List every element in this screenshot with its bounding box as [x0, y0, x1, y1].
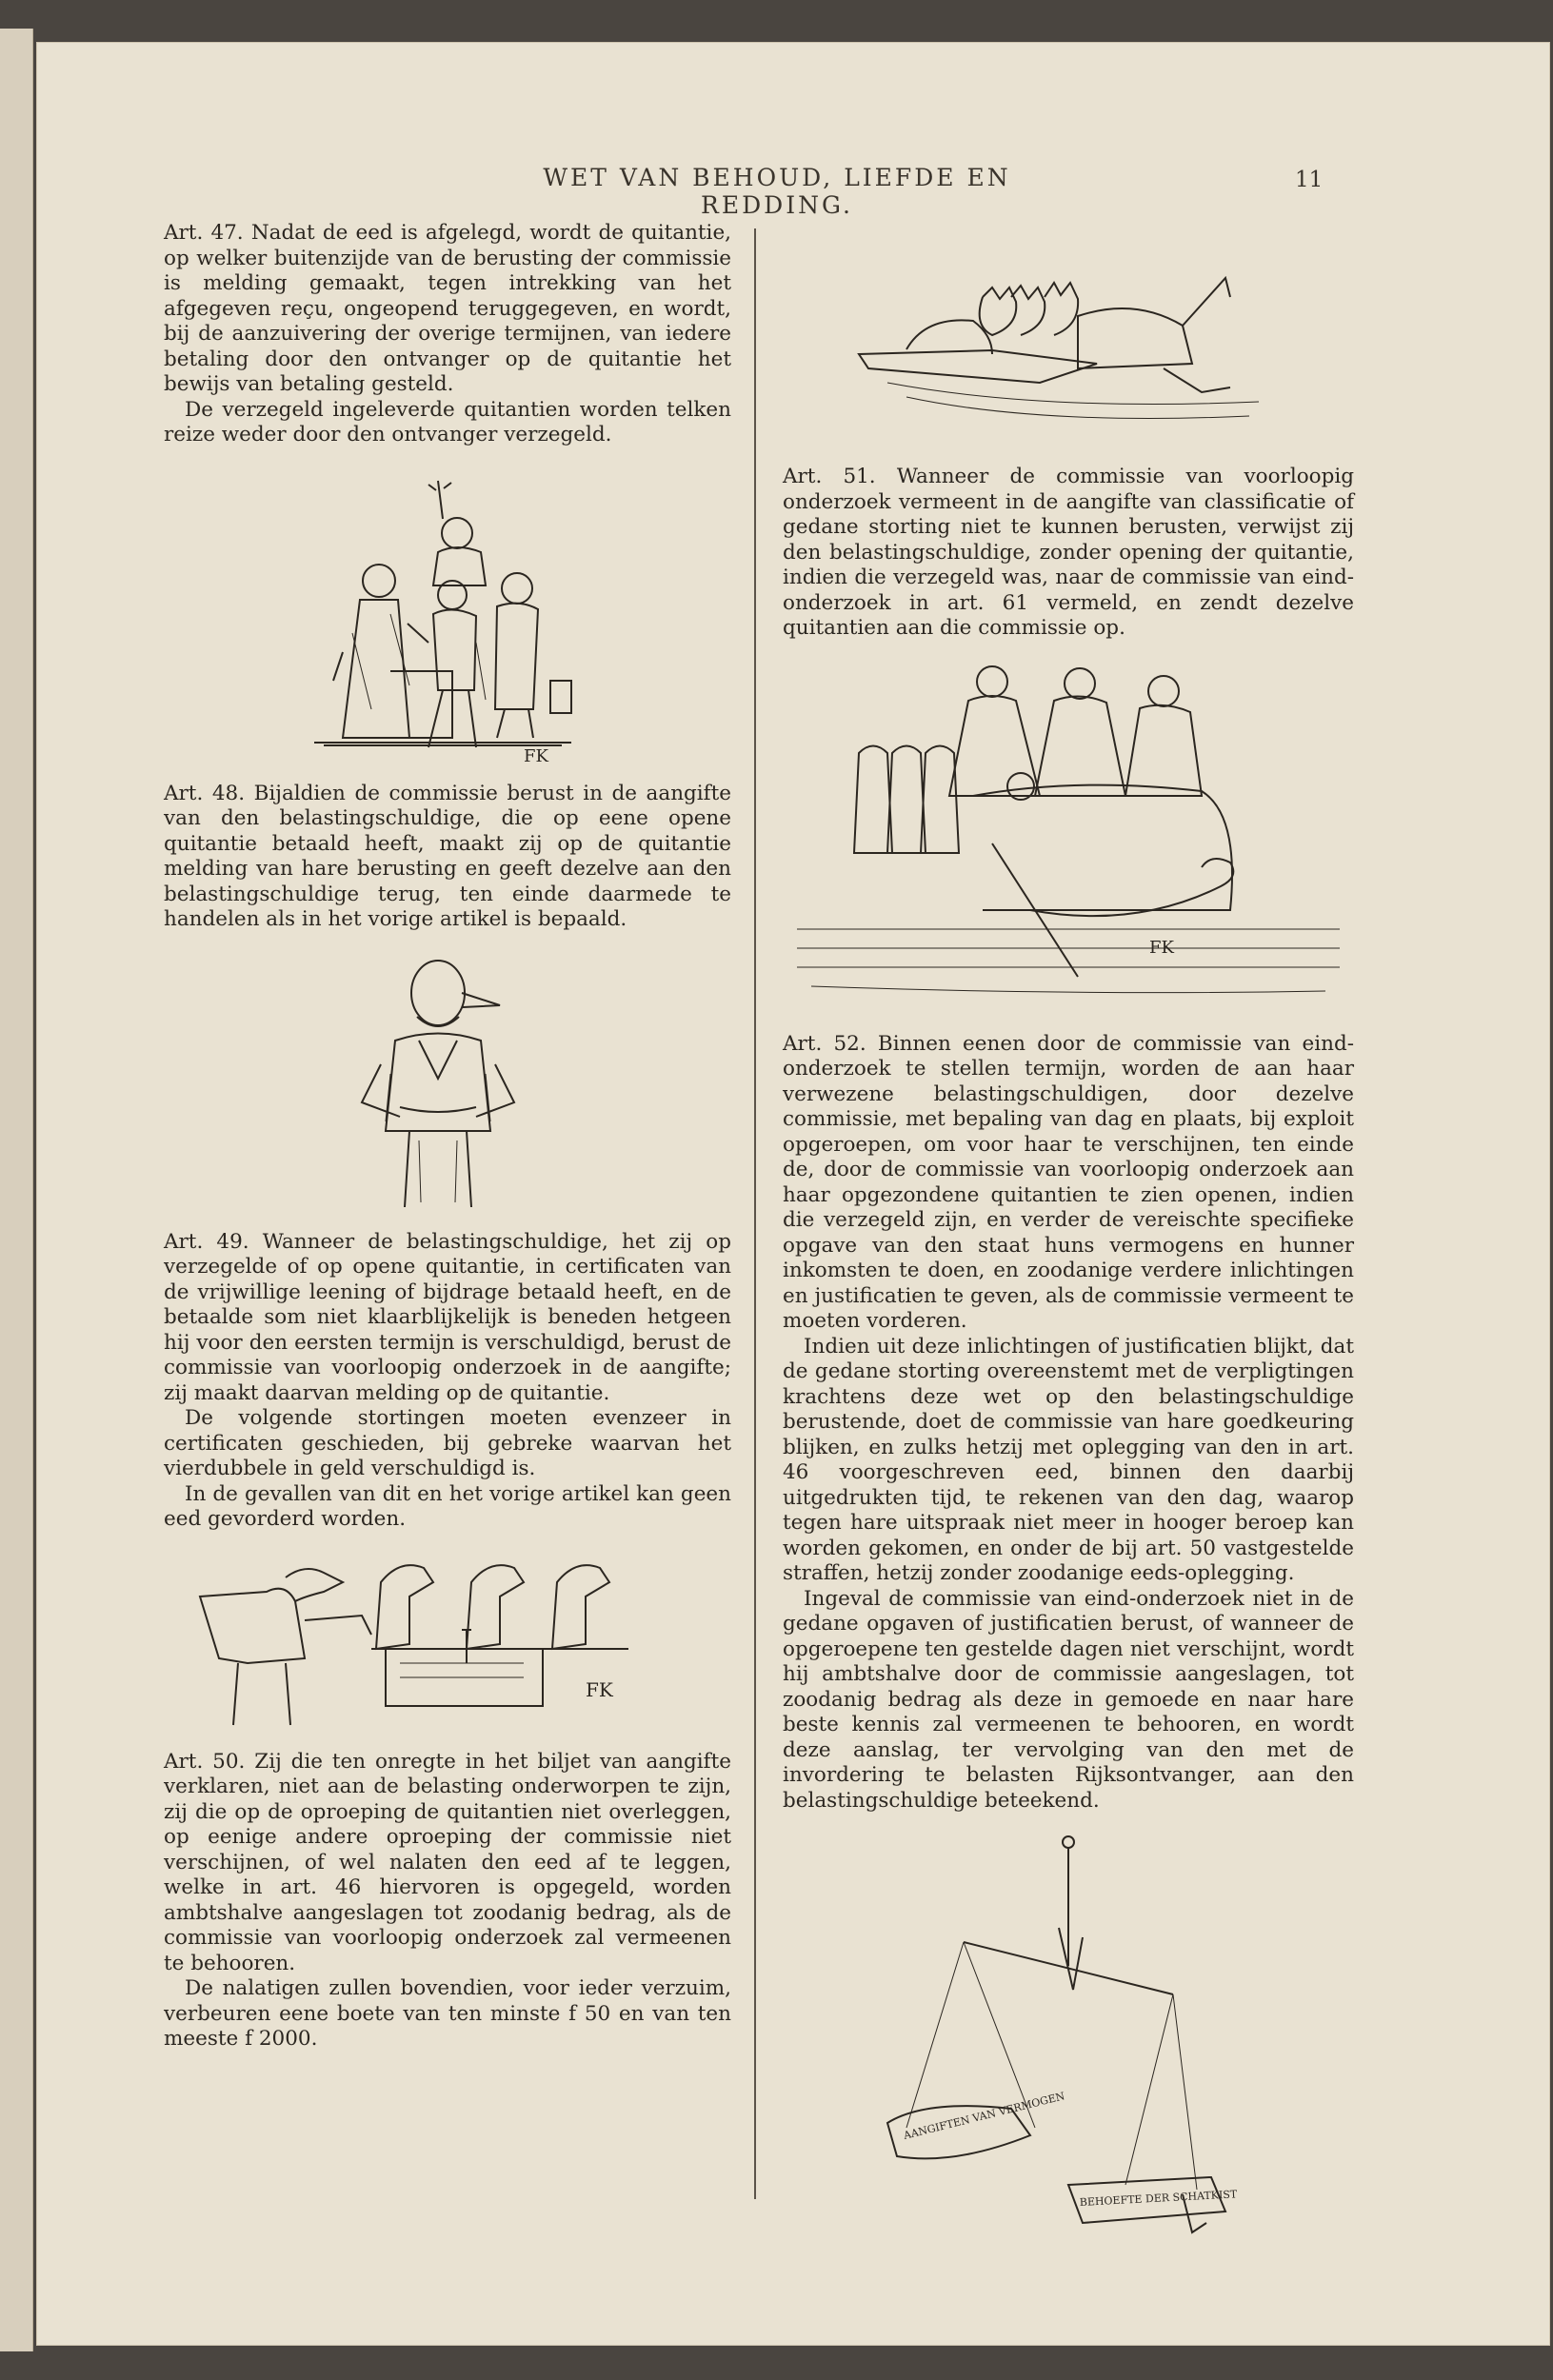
article-52-paragraph-1: Binnen eenen door de commissie van eind-onderzoek te stellen termijn, worden de aan haar verwezene belastingschuldigen, door dezelve commissie, met bepaling van dag en plaats, bij exploit opgeroepen, om voor haar te verschijnen, ten einde de, door de commissie van voorloopig onderzoek aan haar opgezondene quitantien te zien openen, indien die verzegeld zijn, en verder de vereischte specifieke opgave van den staat huns vermogens en hunner inkomsten te doen, en zoodanige verdere inlichtingen en justificatien te geven, als de commissie vermeent te moeten vorderen. — [783, 1031, 1354, 1333]
page-header — [36, 164, 1550, 219]
illustration-bird-headed-man — [295, 950, 600, 1215]
article-48-number: Art. 48. — [164, 781, 246, 805]
article-52 — [783, 1032, 1354, 1815]
previous-page-edge — [0, 29, 33, 2351]
article-47-paragraph-2: De verzegeld ingeleverde quitantien worden telken reize weder door den ontvanger verzegeld. — [164, 397, 731, 446]
scale-label-right: BEHOEFTE DER SCHATKIST — [1079, 2188, 1238, 2209]
article-49-paragraph-2: De volgende stortingen moeten evenzeer in certificaten geschieden, bij gebreke waarvan het vierdubbele in geld verschuldigd is. — [164, 1406, 731, 1480]
article-49-paragraph-1: Wanneer de belastingschuldige, het zij op verzegelde of op opene quitantie, in certificaten van de vrijwillige leening of bijdrage betaald heeft, en de betaalde som niet klaarblijkelijk is beneden hetgeen hij voor den eersten termijn is verschuldigd, berust de commissie van voorloopig onderzoek in de aangifte; zij maakt daarvan melding op de quitantie. — [164, 1229, 731, 1405]
engraving-balance-scale — [868, 1833, 1268, 2251]
article-48 — [164, 782, 731, 933]
article-51 — [783, 465, 1354, 642]
article-49-number: Art. 49. — [164, 1229, 249, 1254]
page-number: 11 — [1295, 168, 1324, 192]
article-50-number: Art. 50. — [164, 1749, 246, 1774]
illustration-scale — [868, 1833, 1268, 2251]
boat-signature: FK — [1149, 937, 1174, 958]
illustration-sheep-and-foxes — [181, 1544, 714, 1735]
illustration-cats — [849, 259, 1287, 449]
illustration-boat-of-judges — [792, 663, 1344, 1017]
article-49 — [164, 1230, 731, 1533]
running-title: WET VAN BEHOUD, LIEFDE EN REDDING. — [543, 164, 1011, 219]
article-49-paragraph-3: In de gevallen van dit en het vorige artikel kan geen eed gevorderd worden. — [164, 1481, 731, 1531]
article-50-paragraph-1: Zij die ten onregte in het biljet van aangifte verklaren, niet aan de belasting onderworpen te zijn, zij die op de oproeping de quitantien niet overleggen, op eenige andere oproeping der commissie niet verschijnen, of wel nalaten den eed af te leggen, welke in art. 46 hiervoren is opgegeld, worden ambtshalve aangeslagen tot zoodanig bedrag, als de commissie van voorloopig onderzoek zal vermeenen te behooren. — [164, 1749, 731, 1975]
engraving-tailor-scene — [248, 462, 647, 766]
article-50 — [164, 1750, 731, 2053]
engraving-sheep-and-foxes — [181, 1544, 714, 1735]
engraving-judges-boat — [792, 663, 1344, 1017]
right-column — [783, 259, 1354, 2251]
article-47 — [164, 221, 731, 448]
tailor-signature: FK — [524, 745, 548, 766]
article-47-number: Art. 47. — [164, 221, 244, 245]
left-column — [164, 221, 731, 2053]
engraving-bird-headed-man — [295, 950, 600, 1215]
article-52-number: Art. 52. — [783, 1031, 866, 1056]
article-52-paragraph-2: Indien uit deze inlichtingen of justificatien blijkt, dat de gedane storting overeenstemt met de verpligtingen krachtens deze wet op den belastingschuldige berustende, doet de commissie van hare goedkeuring blijken, en zulks hetzij met oplegging van den in art. 46 voorgeschreven eed, binnen den daarbij uitgedrukten tijd, te rekenen van den dag, waarop tegen hare uitspraak niet meer in hooger beroep kan worden gekomen, en onder de bij art. 50 vastgestelde straffen, hetzij zonder zoodanige eeds-oplegging. — [783, 1334, 1354, 1585]
column-divider — [754, 228, 756, 2199]
scale-label-left: AANGIFTEN VAN VERMOGEN — [902, 2090, 1066, 2142]
article-47-paragraph-1: Nadat de eed is afgelegd, wordt de quitantie, op welker buitenzijde van de berusting der commissie is melding gemaakt, tegen intrekking van het afgegeven reçu, ongeopend teruggegeven, en wordt, bij de aanzuivering der overige termijnen, van iedere betaling door den ontvanger op de quitantie het bewijs van betaling gesteld. — [164, 221, 731, 396]
illustration-tailor-fitting — [248, 462, 647, 766]
article-52-paragraph-3: Ingeval de commissie van eind-onderzoek niet in de gedane opgaven of justificatien berust, of wanneer de opgeroepene ten gestelde dagen niet verschijnt, wordt hij ambtshalve door de commissie aangeslagen, tot zoodanig bedrag als deze in gemoede en naar hare beste kennis zal vermeenen te behooren, en wordt deze aanslag, ter vervolging van den met de invordering te belasten Rijksontvanger, aan den belastingschuldige beteekend. — [783, 1586, 1354, 1813]
article-48-paragraph-1: Bijaldien de commissie berust in de aangifte van den belastingschuldige, die op eene opene quitantie betaald heeft, maakt zij op de quitantie melding van hare berusting en geeft dezelve aan den belastingschuldige terug, ten einde daarmede te handelen als in het vorige artikel is bepaald. — [164, 781, 731, 931]
article-51-paragraph-1: Wanneer de commissie van voorloopig onderzoek vermeent in de aangifte van classificatie of gedane storting niet te kunnen berusten, verwijst zij den belastingschuldige, zonder opening der quitantie, indien die verzegeld was, naar de commissie van eind-onderzoek in art. 61 vermeld, en zendt dezelve quitantien aan die commissie op. — [783, 465, 1354, 640]
sheep-signature: FK — [586, 1677, 613, 1701]
article-50-paragraph-2: De nalatigen zullen bovendien, voor ieder verzuim, verbeuren eene boete van ten minste f 50 en van ten meeste f 2000. — [164, 1976, 731, 2051]
page — [36, 42, 1550, 2346]
article-51-number: Art. 51. — [783, 465, 876, 488]
engraving-cats-on-plank — [849, 259, 1287, 449]
